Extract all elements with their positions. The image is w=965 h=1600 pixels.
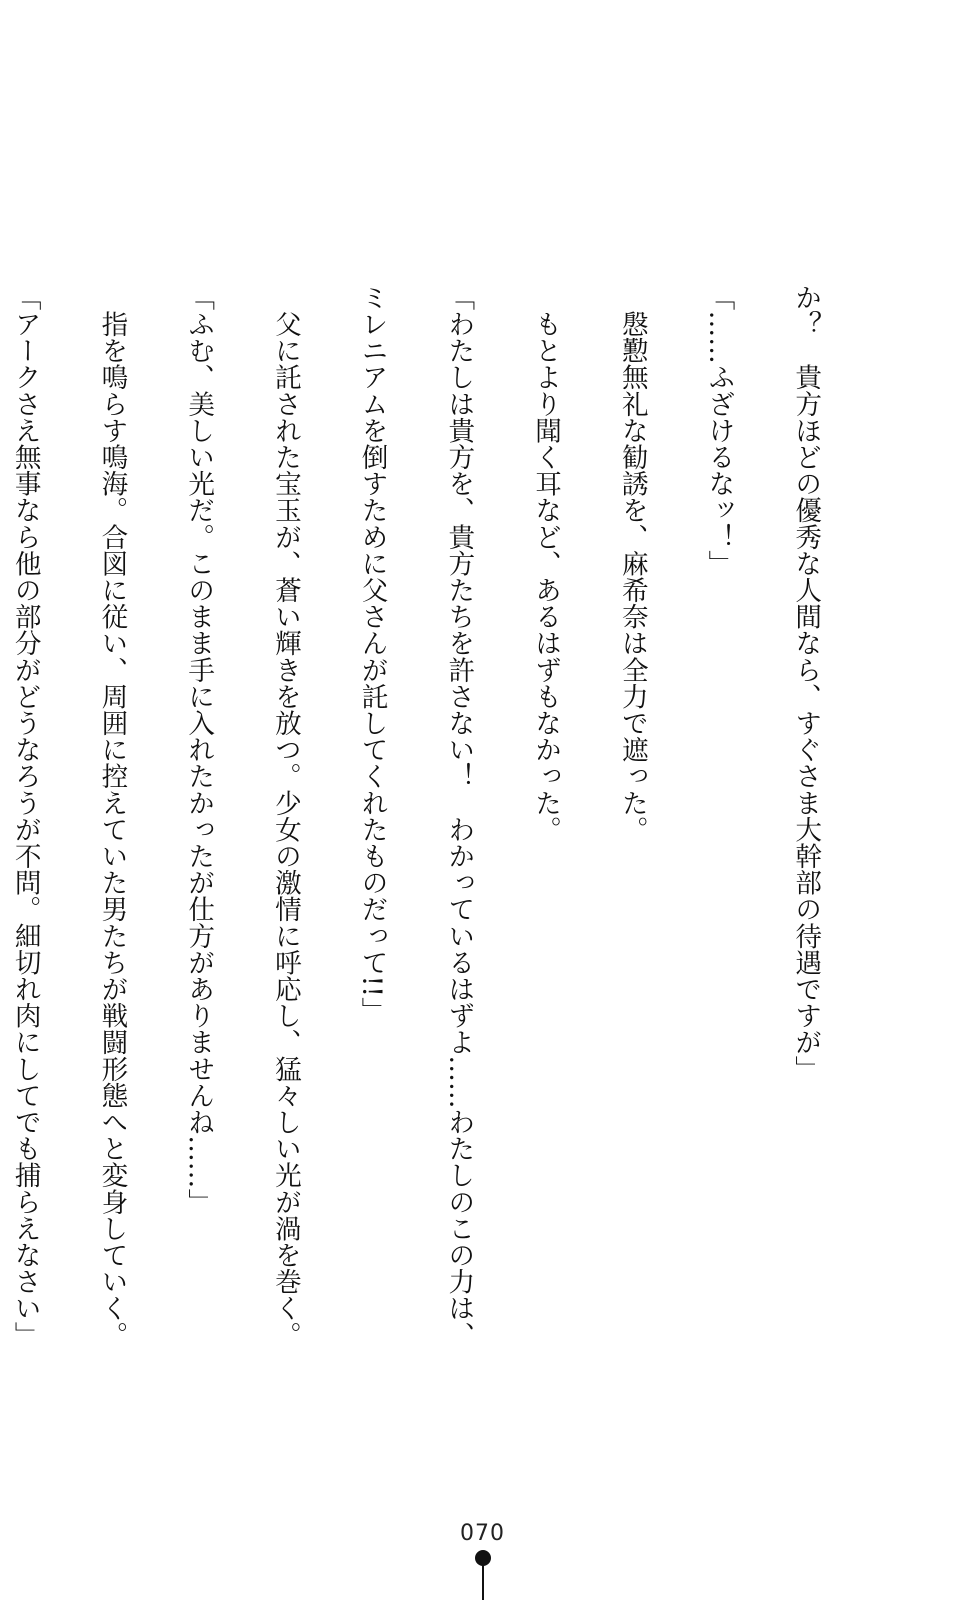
text-line: 「わたしは貴方を、貴方たちを許さない！ わかっているはずよ……わたしのこの力は、 xyxy=(443,284,475,1348)
folio-line xyxy=(482,1564,484,1600)
text-line: 慇懃無礼な勧誘を、麻希奈は全力で遮った。 xyxy=(616,284,648,843)
body-text xyxy=(0,284,877,1348)
text-line: 指を鳴らす鳴海。合図に従い、周囲に控えていた男たちが戦闘形態へと変身していく。 xyxy=(96,284,128,1348)
folio-ornament-icon xyxy=(475,1550,491,1600)
text-line: 「……ふざけるなッ！」 xyxy=(703,284,735,577)
text-line: 「アークさえ無事なら他の部分がどうなろうが不問。細切れ肉にしてでも捕らえなさい」 xyxy=(9,284,41,1348)
text-line: 「ふむ、美しい光だ。このまま手に入れたかったが仕方がありませんね……」 xyxy=(183,284,215,1215)
page-number: 070 xyxy=(460,1521,505,1546)
text-line: か？ 貴方ほどの優秀な人間なら、すぐさま大幹部の待遇ですが」 xyxy=(790,284,822,1082)
text-line: 父に託された宝玉が、蒼い輝きを放つ。少女の激情に呼応し、猛々しい光が渦を巻く。 xyxy=(269,284,301,1348)
text-line: もとより聞く耳など、あるはずもなかった。 xyxy=(530,284,562,843)
text-line: ミレニアムを倒すために父さんが託してくれたものだって!!」 xyxy=(356,284,388,1024)
